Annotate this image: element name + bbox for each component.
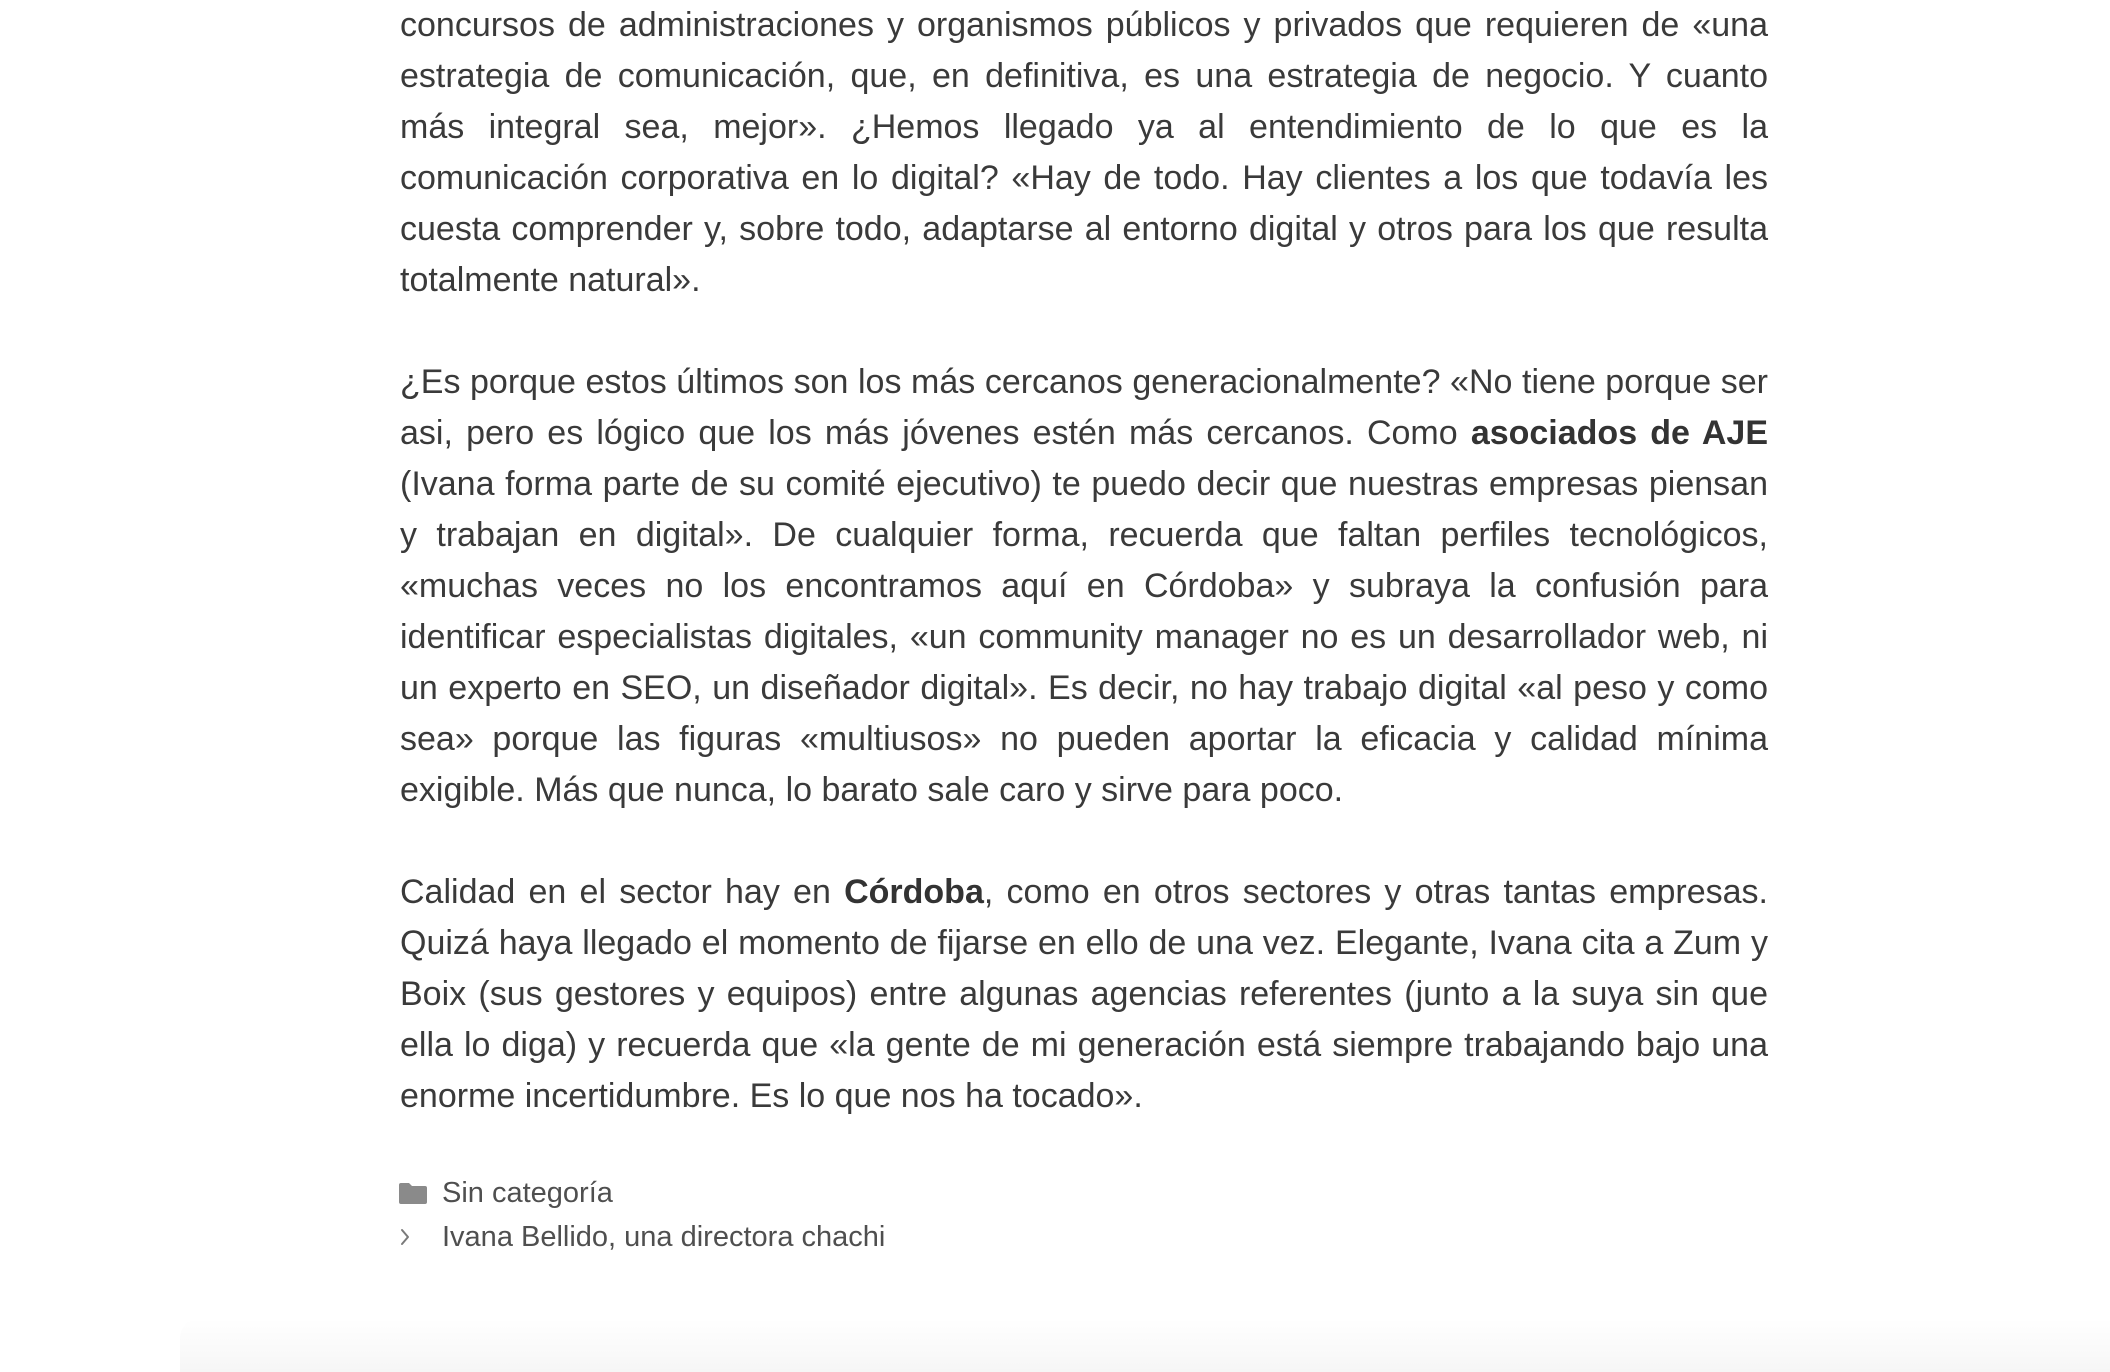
article-content bbox=[400, 0, 1768, 1122]
article-paragraph-3 bbox=[400, 867, 1768, 1122]
paragraph-3-bold-cordoba: Córdoba bbox=[844, 873, 984, 911]
paragraph-2-bold-aje: asociados de AJE bbox=[1470, 414, 1768, 452]
paragraph-2-text-start: ¿Es porque estos últimos son los más cercanos generacionalmente? «No tiene porque ser asi, pero es lógico que los más jóvenes estén más cercanos. Como bbox=[400, 363, 1768, 452]
post-category bbox=[398, 1172, 1766, 1214]
paragraph-1-text: concursos de administraciones y organismos públicos y privados que requieren de «una estrategia de comunicación, que, en definitiva, es una estrategia de negocio. Y cuanto más integral sea, mejor». ¿Hemos llegado ya al entendimiento de lo que es la comunicación corporativa en lo digital? «Hay de todo. Hay clientes a los que todavía les cuesta comprender y, sobre todo, adaptarse al entorno digital y otros para los que resulta totalmente natural». bbox=[400, 6, 1768, 299]
post-meta bbox=[398, 1172, 1766, 1258]
chevron-right-icon bbox=[398, 1226, 442, 1248]
article-paragraph-1 bbox=[400, 0, 1768, 306]
paragraph-3-text-start: Calidad en el sector hay en bbox=[400, 873, 845, 911]
paragraph-2-text-end: (Ivana forma parte de su comité ejecutivo) te puedo decir que nuestras empresas piensan y trabajan en digital». De cualquier forma, recuerda que faltan perfiles tecnológicos, «muchas veces no los encontramos aquí en Córdoba» y subraya la confusión para identificar especialistas digitales, «un community manager no es un desarrollador web, ni un experto en SEO, un diseñador digital». Es decir, no hay trabajo digital «al peso y como sea» porque las figuras «multiusos» no pueden aportar la eficacia y calidad mínima exigible. Más que nunca, lo barato sale caro y sirve para poco. bbox=[400, 465, 1768, 809]
page-footer-edge bbox=[180, 1318, 2110, 1372]
category-link[interactable]: Sin categoría bbox=[442, 1176, 613, 1209]
paragraph-3-text-end: , como en otros sectores y otras tantas empresas. Quizá haya llegado el momento de fijarse en ello de una vez. Elegante, Ivana cita a Zum y Boix (sus gestores y equipos) entre algunas agencias referentes (junto a la suya sin que ella lo diga) y recuerda que «la gente de mi generación está siempre trabajando bajo una enorme incertidumbre. Es lo que nos ha tocado». bbox=[400, 873, 1769, 1115]
previous-post-link[interactable]: Ivana Bellido, una directora chachi bbox=[442, 1220, 886, 1253]
post-navigation bbox=[398, 1216, 1766, 1258]
folder-icon bbox=[398, 1181, 442, 1205]
article-paragraph-2 bbox=[400, 357, 1768, 816]
